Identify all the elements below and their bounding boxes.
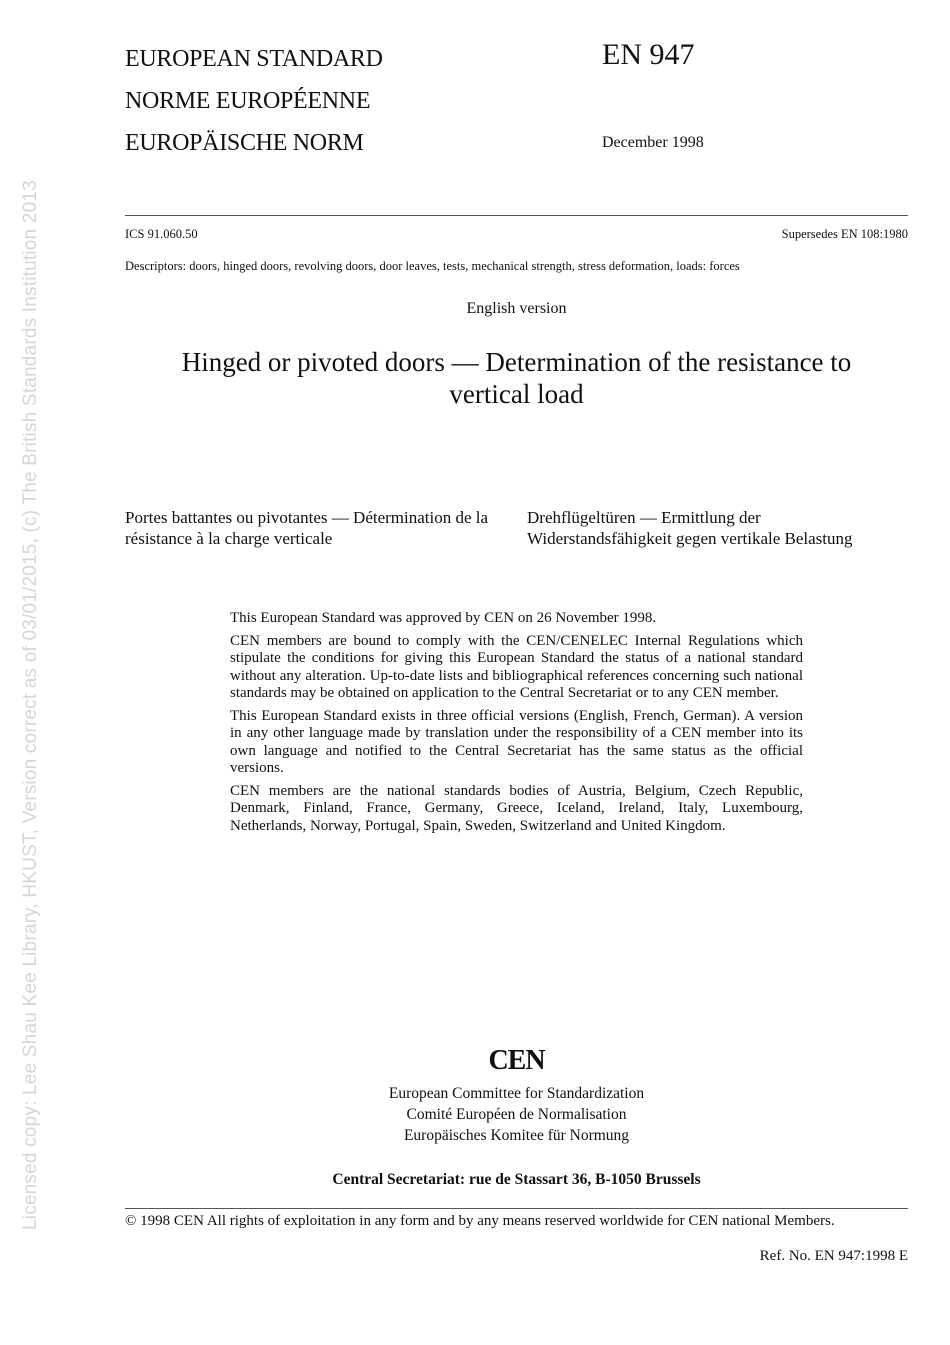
body-paragraph: This European Standard was approved by CEN on 26 November 1998.	[230, 610, 657, 626]
copyright-notice: © 1998 CEN All rights of exploitation in any form and by any means reserved worldwide for CEN national Members.	[125, 1213, 835, 1229]
approval-text	[230, 610, 803, 840]
committee-name-german: Europäisches Komitee für Normung	[403, 1127, 630, 1144]
committee-name-english: European Committee for Standardization	[388, 1085, 645, 1102]
cen-logo: CEN	[488, 1045, 545, 1076]
publication-date: December 1998	[602, 134, 704, 151]
license-watermark: Licensed copy: Lee Shau Kee Library, HKUST, Version correct as of 03/01/2015, (c) The British Standards Institution 2013	[20, 180, 41, 1230]
body-paragraph: CEN members are bound to comply with the CEN/CENELEC Internal Regulations which stipulate the conditions for giving this European Standard the status of a national standard without any alteration. Up-to-date lists and bibliographical references concerning such national standards may be obtained on application to the Central Secretariat or to any CEN member.	[230, 632, 803, 701]
committee-names	[0, 1083, 950, 1146]
german-title: Drehflügeltüren — Ermittlung der Widerstandsfähigkeit gegen vertikale Belastung	[527, 508, 853, 548]
standard-name-german: EUROPÄISCHE NORM	[125, 130, 364, 156]
french-title: Portes battantes ou pivotantes — Détermination de la résistance à la charge verticale	[125, 508, 489, 548]
standard-number: EN 947	[602, 38, 695, 71]
standard-name-english: EUROPEAN STANDARD	[125, 46, 383, 72]
ics-code: ICS 91.060.50	[125, 227, 198, 241]
body-paragraph: CEN members are the national standards bodies of Austria, Belgium, Czech Republic, Denmark, Finland, France, Germany, Greece, Iceland, Ireland, Italy, Luxembourg, Netherlands, Norway, Portugal, Spain, Sweden, Switzerland and United Kingdom.	[230, 782, 803, 834]
version-label: English version	[466, 300, 567, 317]
top-divider	[125, 215, 908, 216]
central-secretariat: Central Secretariat: rue de Stassart 36, B-1050 Brussels	[332, 1171, 701, 1188]
standard-name-french: NORME EUROPÉENNE	[125, 88, 371, 114]
committee-name-french: Comité Européen de Normalisation	[406, 1106, 627, 1123]
supersedes-note: Supersedes EN 108:1980	[781, 227, 908, 241]
descriptors: Descriptors: doors, hinged doors, revolving doors, door leaves, tests, mechanical strength, stress deformation, loads: forces	[125, 259, 740, 273]
body-paragraph: This European Standard exists in three official versions (English, French, German). A version in any other language made by translation under the responsibility of a CEN member into its own language and notified to the Central Secretariat has the same status as the official versions.	[230, 707, 803, 776]
reference-number: Ref. No. EN 947:1998 E	[759, 1248, 908, 1264]
bottom-divider	[125, 1208, 908, 1209]
document-title: Hinged or pivoted doors — Determination of the resistance to vertical load	[181, 347, 852, 409]
